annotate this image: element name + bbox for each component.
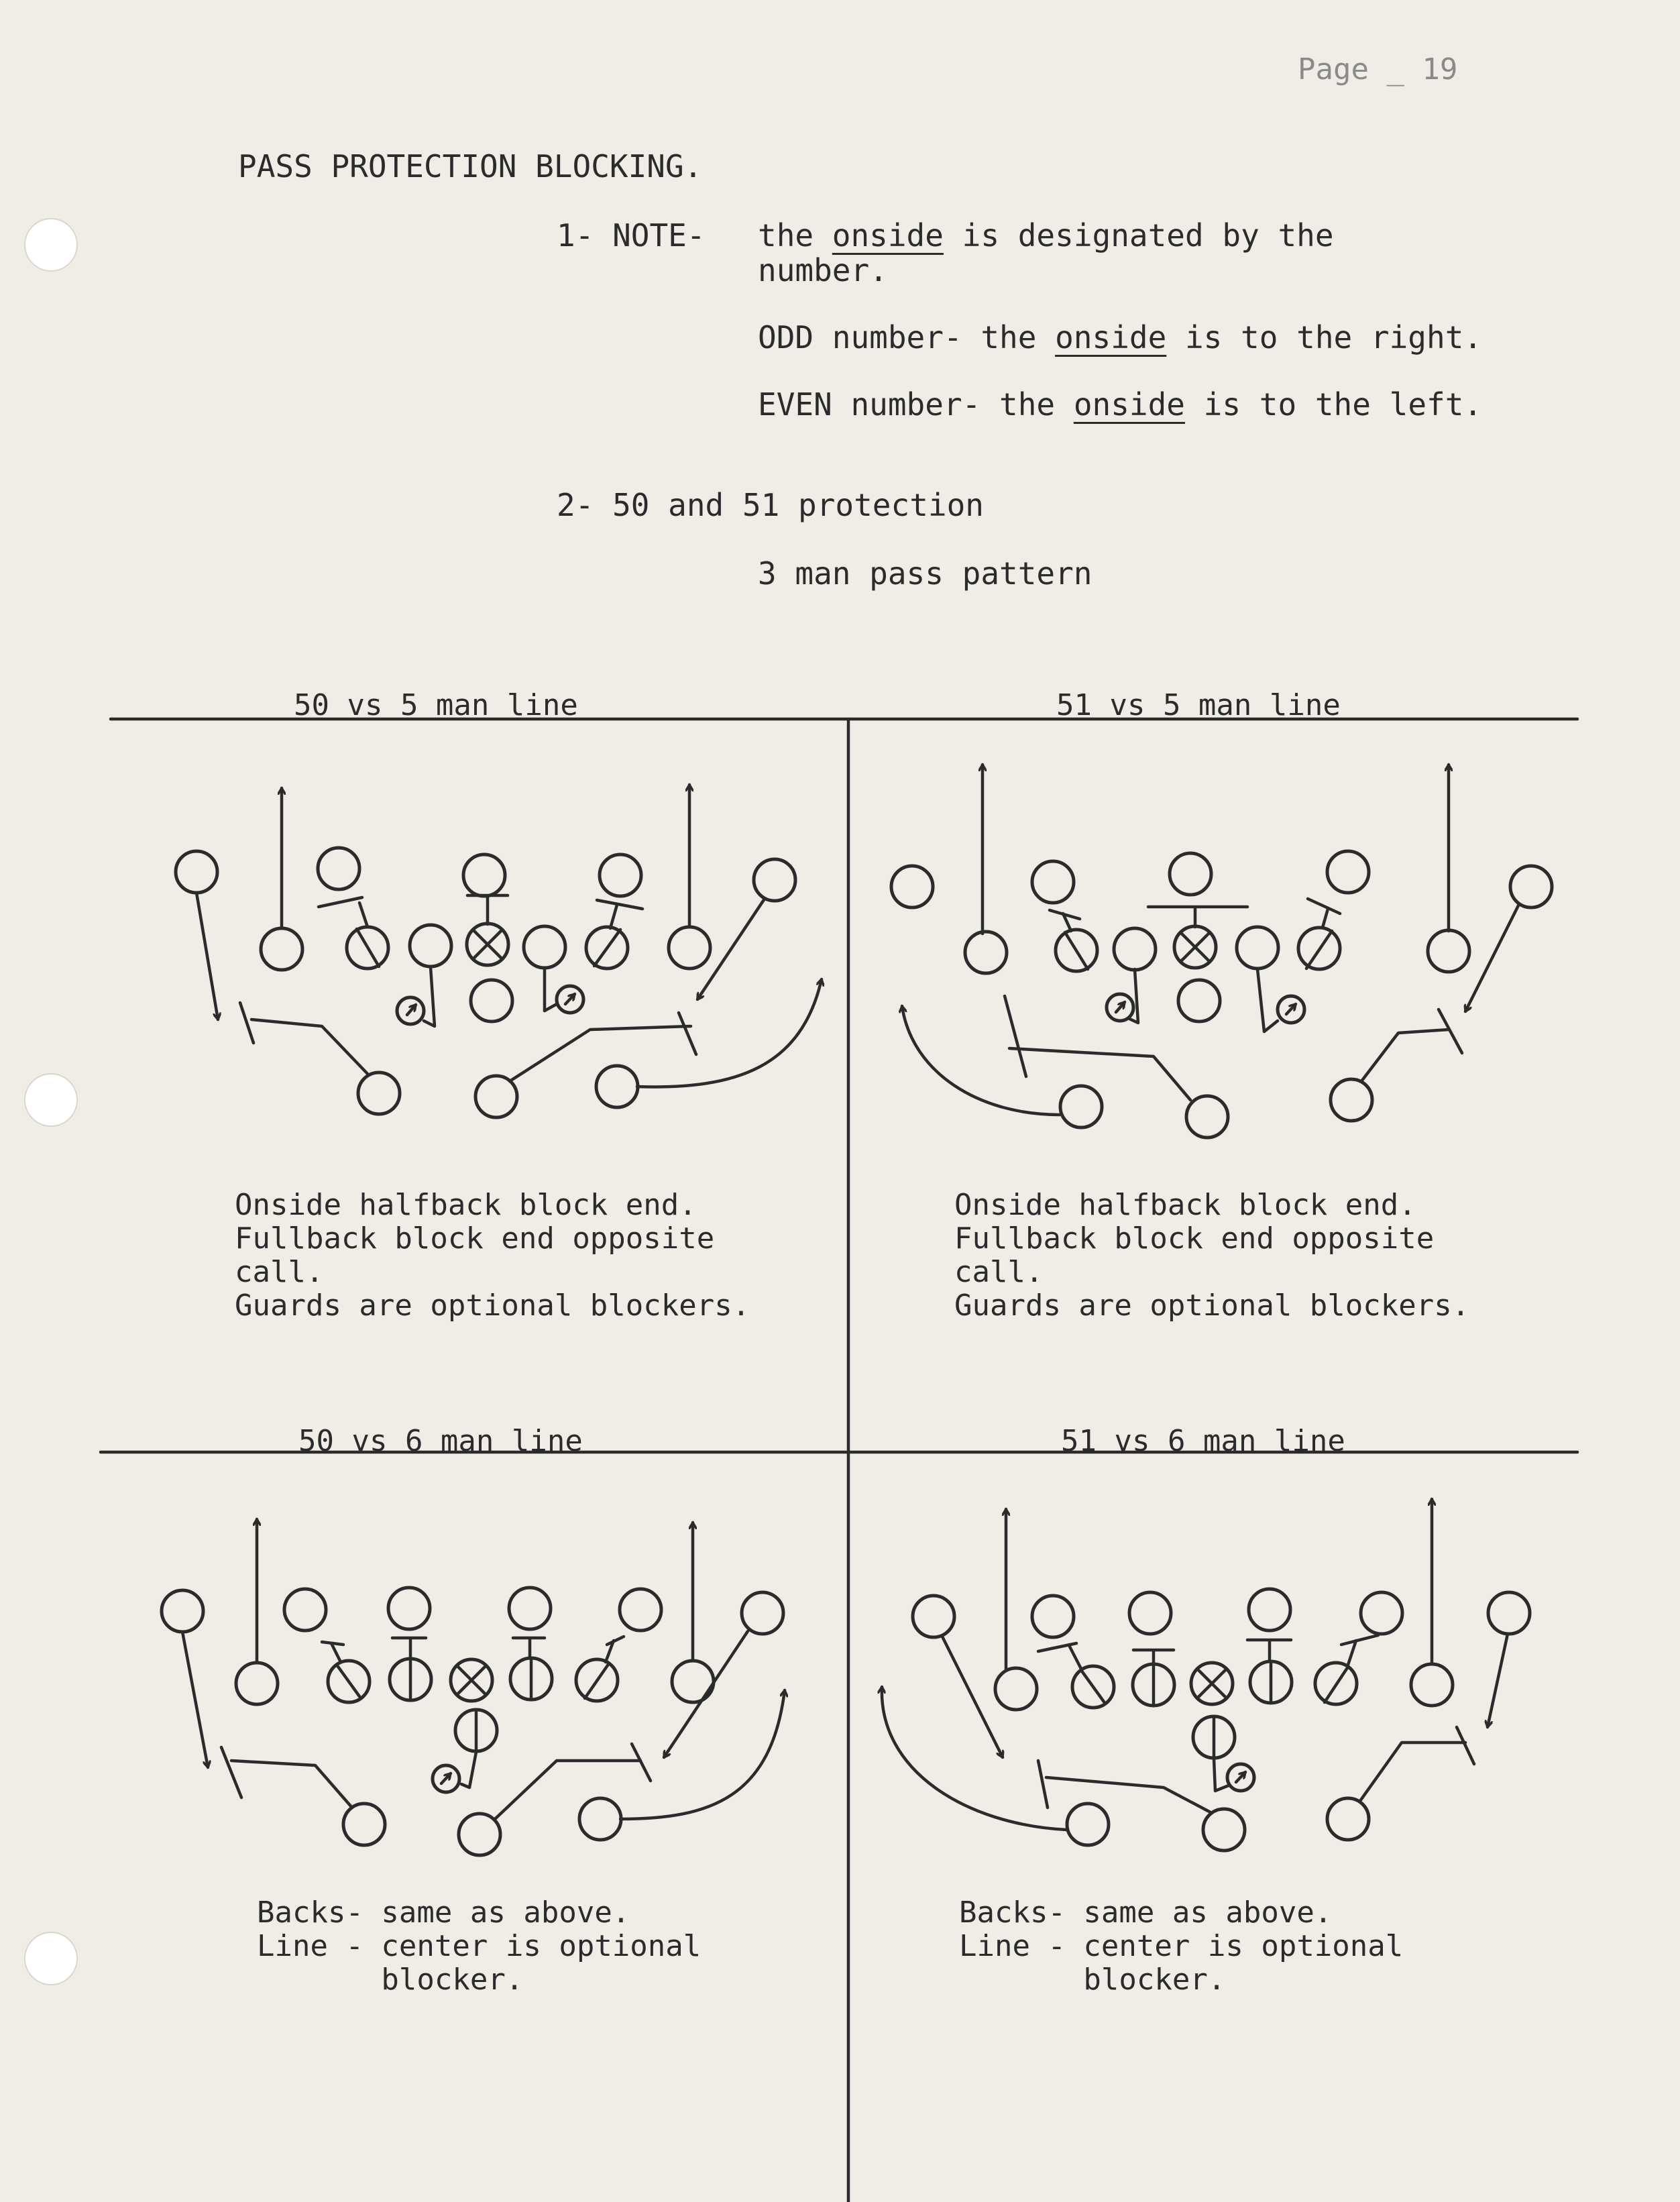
diagram-title-50-vs-5: 50 vs 5 man line (294, 688, 578, 722)
diagram-51-vs-6 (882, 1499, 1530, 1851)
diagram-51-vs-5 (891, 765, 1552, 1138)
diagram-title-50-vs-6: 50 vs 6 man line (298, 1424, 583, 1458)
diagram-50-vs-6 (162, 1519, 785, 1855)
protection-subheading: 3 man pass pattern (758, 555, 1093, 592)
note-line-1: the onside is designated by the (758, 217, 1334, 254)
page-title: PASS PROTECTION BLOCKING. (238, 148, 703, 184)
note-even-rule: EVEN number- the onside is to the left. (758, 386, 1483, 423)
protection-heading: 2- 50 and 51 protection (557, 487, 984, 523)
diagram-title-51-vs-6: 51 vs 6 man line (1061, 1424, 1345, 1458)
note-number: 1- NOTE- (557, 217, 706, 254)
diagram-title-51-vs-5: 51 vs 5 man line (1056, 688, 1341, 722)
note-line-2: number. (758, 252, 888, 288)
note-odd-rule: ODD number- the onside is to the right. (758, 319, 1483, 355)
diagram-50-vs-5 (176, 785, 822, 1117)
page-number: Page _ 19 (1298, 52, 1458, 87)
